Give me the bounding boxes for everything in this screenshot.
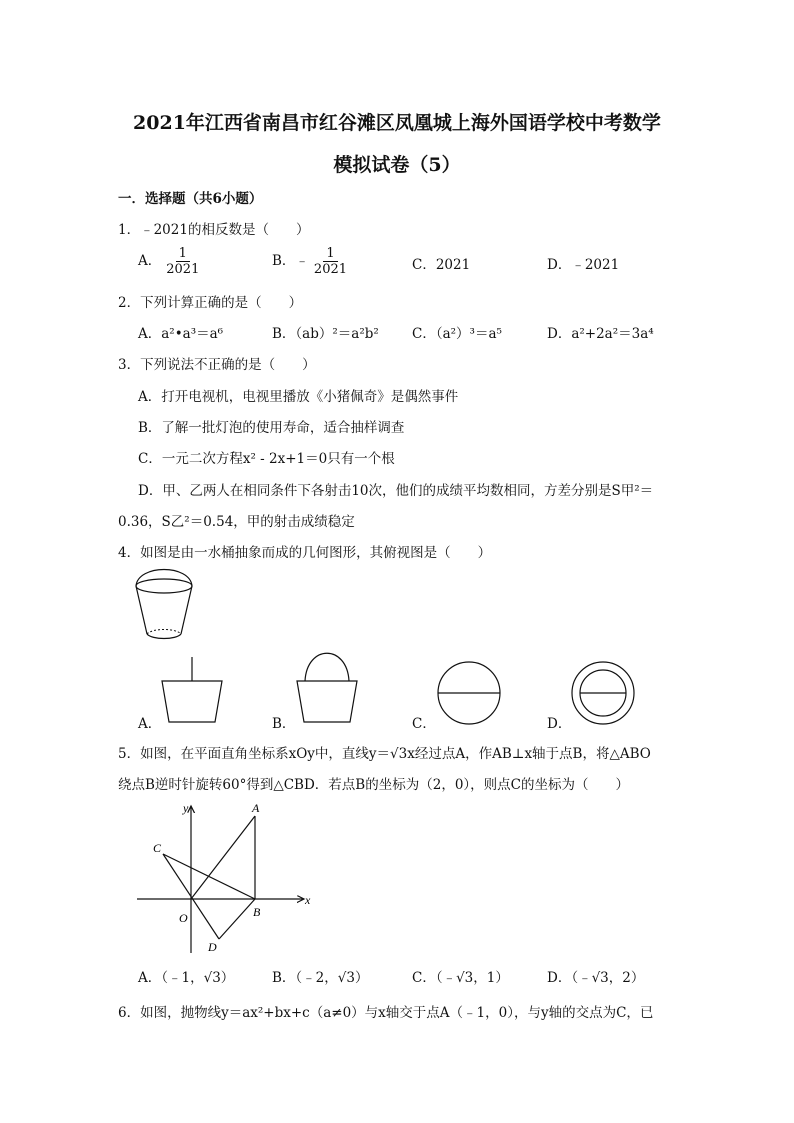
label-b: B bbox=[253, 905, 261, 919]
question-4-option-c: C． bbox=[412, 716, 436, 732]
bucket-figure bbox=[130, 562, 200, 648]
question-1-option-d: D．﹣2021 bbox=[547, 257, 620, 273]
exam-title-line2: 模拟试卷（5） bbox=[333, 154, 461, 176]
section-heading: 一．选择题（共6小题） bbox=[118, 191, 263, 207]
question-5-option-b: B．（﹣2，√3） bbox=[272, 970, 369, 986]
fraction-denominator: 2021 bbox=[166, 262, 200, 277]
question-6-stem: 6．如图，抛物线y＝ax²+bx+c（a≠0）与x轴交于点A（﹣1，0），与y轴的交点为C，已 bbox=[118, 1005, 654, 1021]
fraction-numerator: 1 bbox=[176, 246, 190, 262]
question-3-option-c: C．一元二次方程x² - 2x+1＝0只有一个根 bbox=[138, 451, 395, 467]
question-3-stem: 3．下列说法不正确的是（ ） bbox=[118, 357, 316, 373]
exam-title-line1: 2021年江西省南昌市红谷滩区凤凰城上海外国语学校中考数学 bbox=[133, 112, 661, 134]
question-3-option-a: A．打开电视机，电视里播放《小猪佩奇》是偶然事件 bbox=[138, 389, 459, 405]
label-d: D bbox=[208, 940, 217, 954]
fraction-numerator: 1 bbox=[323, 246, 337, 262]
question-5-stem-line2: 绕点B逆时针旋转60°得到△CBD．若点B的坐标为（2，0），则点C的坐标为（ ） bbox=[118, 777, 629, 793]
fraction bbox=[163, 246, 202, 277]
question-1-option-c: C．2021 bbox=[412, 257, 471, 273]
question-3-option-d-line2: 0.36，S乙²＝0.54，甲的射击成绩稳定 bbox=[118, 514, 355, 530]
label-o: O bbox=[179, 911, 188, 925]
option-a-figure bbox=[160, 655, 224, 725]
coordinate-figure bbox=[132, 798, 317, 958]
question-2-option-b: B．（ab）²＝a²b² bbox=[272, 326, 379, 342]
question-4-option-b: B． bbox=[272, 716, 296, 732]
question-2-option-c: C．（a²）³＝a⁵ bbox=[412, 326, 502, 342]
option-b-prefix: B．﹣ bbox=[272, 253, 309, 269]
option-b-figure bbox=[295, 650, 359, 726]
question-1-option-b bbox=[272, 246, 352, 277]
question-2-stem: 2．下列计算正确的是（ ） bbox=[118, 295, 303, 311]
question-3-option-b: B．了解一批灯泡的使用寿命，适合抽样调查 bbox=[138, 420, 405, 436]
question-4-option-d: D． bbox=[547, 716, 572, 732]
question-3-option-d-line1: D．甲、乙两人在相同条件下各射击10次，他们的成绩平均数相同，方差分别是S甲²＝ bbox=[138, 483, 654, 499]
label-x: x bbox=[305, 893, 311, 907]
fraction-denominator: 2021 bbox=[313, 262, 348, 277]
label-a: A bbox=[252, 801, 260, 815]
option-a-prefix: A． bbox=[138, 253, 162, 269]
label-y: y bbox=[183, 801, 189, 815]
question-2-option-a: A．a²•a³＝a⁶ bbox=[138, 326, 224, 342]
question-1-stem: 1．﹣2021的相反数是（ ） bbox=[118, 222, 310, 238]
question-2-option-d: D．a²+2a²＝3a⁴ bbox=[547, 326, 654, 342]
question-5-option-a: A．（﹣1，√3） bbox=[138, 970, 235, 986]
question-5-option-d: D．（﹣√3，2） bbox=[547, 970, 645, 986]
option-c-figure bbox=[436, 660, 502, 726]
question-5-stem-line1: 5．如图，在平面直角坐标系xOy中，直线y＝√3x经过点A，作AB⊥x轴于点B，将△ABO bbox=[118, 746, 651, 762]
fraction bbox=[311, 246, 350, 277]
label-c: C bbox=[153, 841, 162, 855]
option-d-figure bbox=[570, 660, 636, 726]
question-4-option-a: A． bbox=[138, 716, 162, 732]
question-5-option-c: C．（﹣√3，1） bbox=[412, 970, 509, 986]
question-1-option-a bbox=[138, 246, 204, 277]
question-4-stem: 4．如图是由一水桶抽象而成的几何图形，其俯视图是（ ） bbox=[118, 545, 492, 561]
